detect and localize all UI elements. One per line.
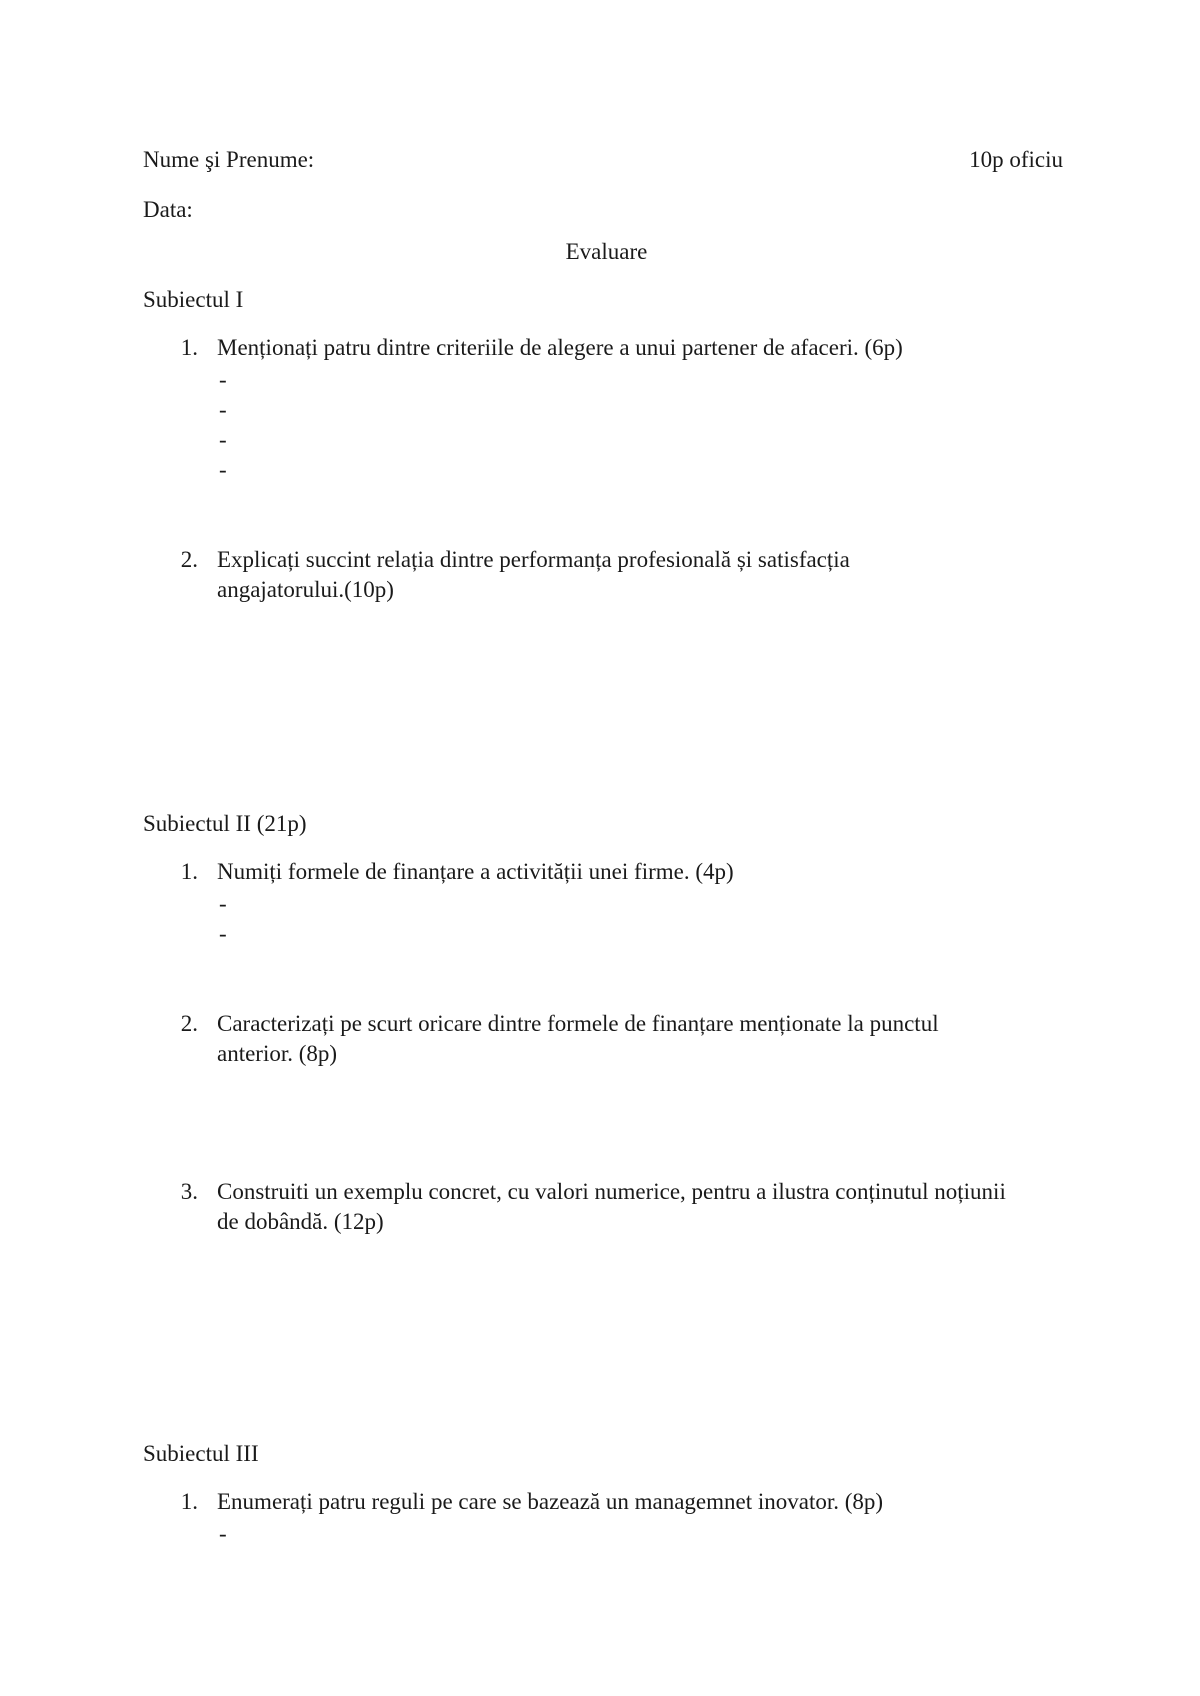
subject1-q1-text: Menționați patru dintre criteriile de alegere a unui partener de afaceri. (6p) bbox=[217, 335, 903, 360]
subject2-q2-line1: Caracterizați pe scurt oricare dintre formele de finanțare menționate la punctul bbox=[217, 1011, 939, 1036]
subject1-q1-bullet: - bbox=[219, 427, 227, 452]
subject2-q1-bullet: - bbox=[219, 921, 227, 946]
subject3-q1-number: 1. bbox=[180, 1489, 198, 1514]
subject2-heading: Subiectul II (21p) bbox=[143, 811, 307, 836]
subject2-q3-line2: de dobândă. (12p) bbox=[217, 1209, 384, 1234]
subject2-q3-line1: Construiti un exemplu concret, cu valori numerice, pentru a ilustra conținutul noțiunii bbox=[217, 1179, 1006, 1204]
subject3-q1-bullet: - bbox=[219, 1521, 227, 1546]
subject2-q2-line2: anterior. (8p) bbox=[217, 1041, 338, 1066]
subject2-q3-number: 3. bbox=[180, 1179, 198, 1204]
subject2-q1-bullet: - bbox=[219, 891, 227, 916]
date-label: Data: bbox=[143, 197, 193, 222]
subject1-q2-number: 2. bbox=[180, 547, 198, 572]
subject2-q1-text: Numiți formele de finanțare a activității unei firme. (4p) bbox=[217, 859, 734, 884]
subject1-q1-bullet: - bbox=[219, 457, 227, 482]
subject1-q1-bullet: - bbox=[219, 397, 227, 422]
subject1-q1-number: 1. bbox=[180, 335, 198, 360]
subject2-q2-number: 2. bbox=[180, 1011, 198, 1036]
page-title: Evaluare bbox=[565, 239, 648, 264]
points-oficiu: 10p oficiu bbox=[969, 147, 1063, 172]
subject3-q1-text: Enumerați patru reguli pe care se bazează un managemnet inovator. (8p) bbox=[217, 1489, 884, 1514]
subject1-q2-line1: Explicați succint relația dintre performanța profesională și satisfacția bbox=[217, 547, 850, 572]
name-label: Nume şi Prenume: bbox=[143, 147, 315, 172]
subject1-heading: Subiectul I bbox=[143, 287, 244, 312]
subject1-q1-bullet: - bbox=[219, 367, 227, 392]
subject2-q1-number: 1. bbox=[180, 859, 198, 884]
subject1-q2-line2: angajatorului.(10p) bbox=[217, 577, 394, 602]
subject3-heading: Subiectul III bbox=[143, 1441, 259, 1466]
